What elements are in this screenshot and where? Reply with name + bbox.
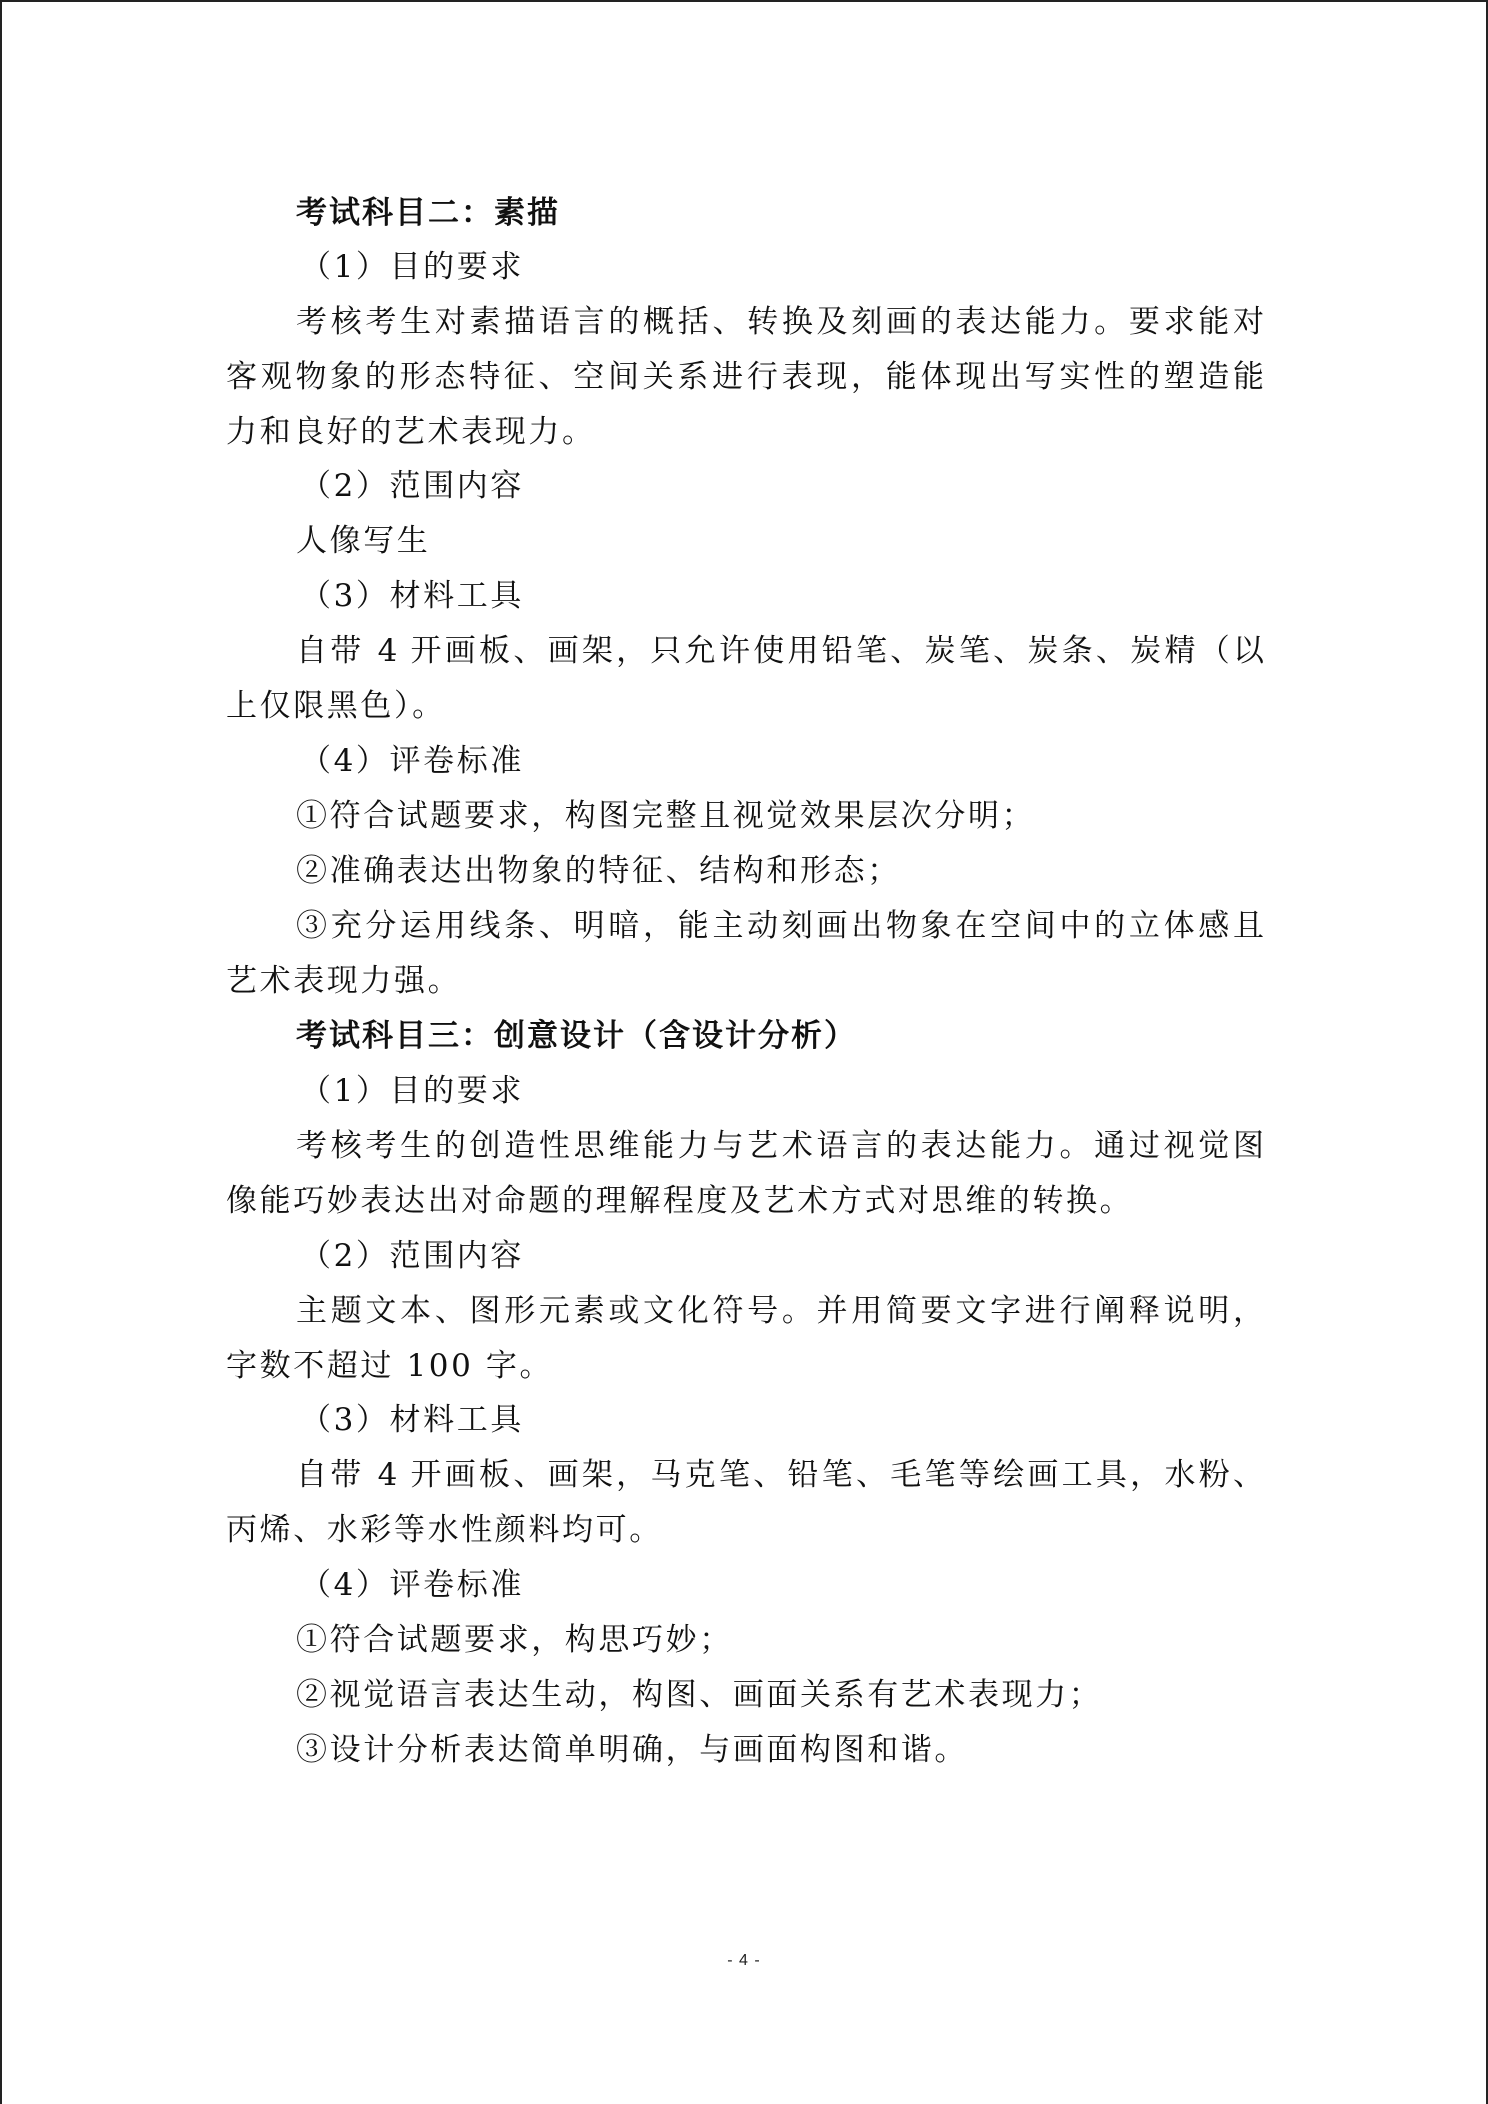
subject2-criteria-line-4: 艺术表现力强。	[226, 963, 462, 999]
subject2-purpose-line-2: 客观物象的形态特征、空间关系进行表现，能体现出写实性的塑造能	[226, 359, 1264, 395]
subject3-purpose-title: （1）目的要求	[300, 1073, 524, 1109]
subject2-criteria-line-1: ①符合试题要求，构图完整且视觉效果层次分明；	[296, 798, 1036, 834]
subject2-materials-line-2: 上仅限黑色）。	[226, 688, 446, 724]
subject2-criteria-line-2: ②准确表达出物象的特征、结构和形态；	[296, 853, 901, 889]
page-number: - 4 -	[727, 1952, 761, 1969]
subject2-scope-line-1: 人像写生	[296, 523, 431, 559]
subject3-criteria-line-3: ③设计分析表达简单明确，与画面构图和谐。	[296, 1732, 968, 1768]
subject3-materials-line-2: 丙烯、水彩等水性颜料均可。	[226, 1512, 663, 1548]
subject3-purpose-line-1: 考核考生的创造性思维能力与艺术语言的表达能力。通过视觉图	[296, 1128, 1264, 1164]
subject2-purpose-title: （1）目的要求	[300, 249, 524, 285]
subject2-purpose-line-3: 力和良好的艺术表现力。	[226, 414, 596, 450]
subject3-scope-line-1: 主题文本、图形元素或文化符号。并用简要文字进行阐释说明，	[296, 1293, 1264, 1329]
subject3-heading: 考试科目三：创意设计（含设计分析）	[296, 1018, 857, 1054]
subject3-criteria-line-1: ①符合试题要求，构思巧妙；	[296, 1622, 733, 1658]
subject3-materials-title: （3）材料工具	[300, 1402, 524, 1438]
subject2-scope-title: （2）范围内容	[300, 468, 524, 504]
subject3-scope-line-2: 字数不超过 100 字。	[226, 1348, 554, 1384]
subject2-heading: 考试科目二：素描	[296, 195, 560, 231]
subject2-purpose-line-1: 考核考生对素描语言的概括、转换及刻画的表达能力。要求能对	[296, 304, 1264, 340]
subject3-scope-title: （2）范围内容	[300, 1238, 524, 1274]
subject2-materials-line-1: 自带 4 开画板、画架，只允许使用铅笔、炭笔、炭条、炭精（以	[296, 633, 1264, 669]
subject3-criteria-title: （4）评卷标准	[300, 1567, 524, 1603]
subject2-criteria-title: （4）评卷标准	[300, 743, 524, 779]
subject2-criteria-line-3: ③充分运用线条、明暗，能主动刻画出物象在空间中的立体感且	[296, 908, 1264, 944]
subject2-materials-title: （3）材料工具	[300, 578, 524, 614]
subject3-purpose-line-2: 像能巧妙表达出对命题的理解程度及艺术方式对思维的转换。	[226, 1183, 1134, 1219]
subject3-criteria-line-2: ②视觉语言表达生动，构图、画面关系有艺术表现力；	[296, 1677, 1103, 1713]
subject3-materials-line-1: 自带 4 开画板、画架，马克笔、铅笔、毛笔等绘画工具，水粉、	[296, 1457, 1264, 1493]
